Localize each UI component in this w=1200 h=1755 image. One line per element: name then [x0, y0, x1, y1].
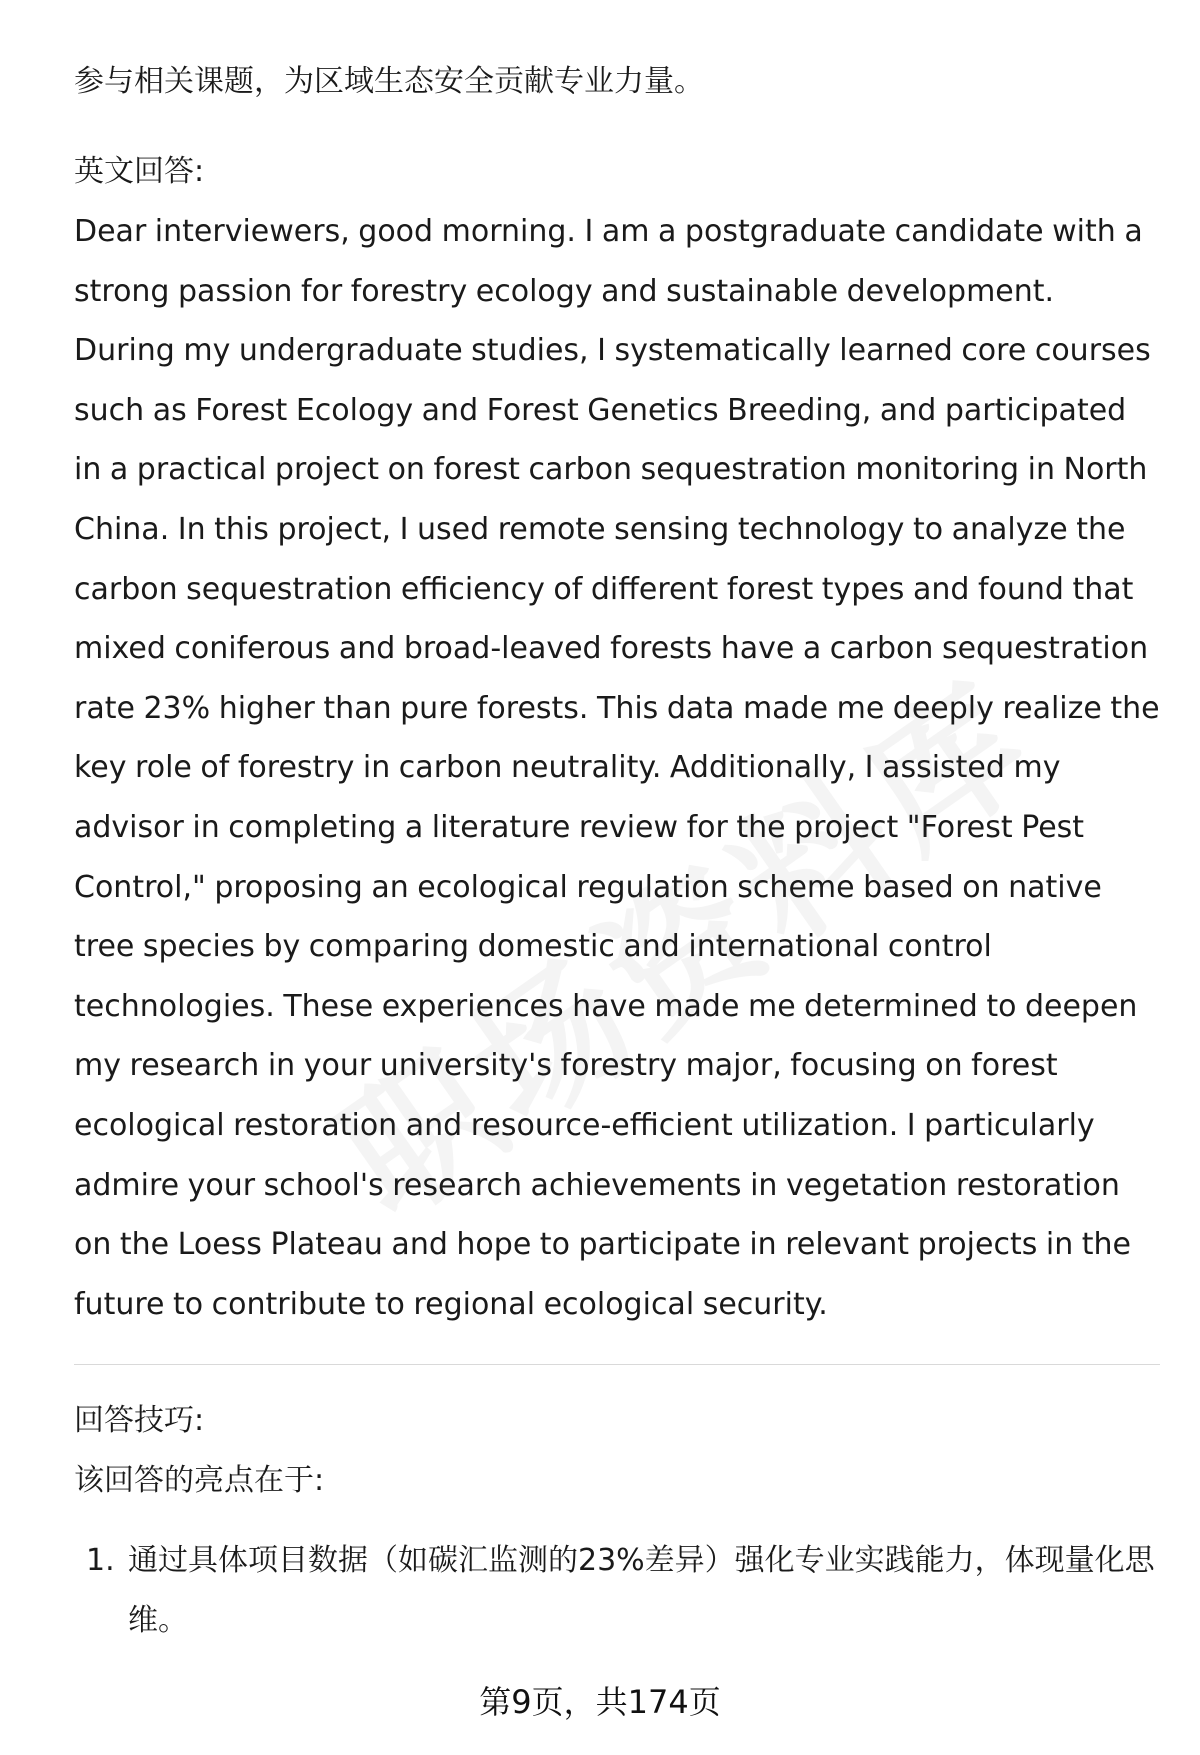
tips-intro: 该回答的亮点在于: — [74, 1463, 325, 1499]
continuation-paragraph: 参与相关课题，为区域生态安全贡献专业力量。 — [74, 64, 704, 99]
tips-label: 回答技巧: — [74, 1403, 205, 1439]
document-content — [74, 52, 1160, 1651]
english-answer-label: 英文回答: — [74, 154, 205, 189]
english-answer-paragraph: Dear interviewers, good morning. I am a postgraduate candidate with a strong passion for forestry ecology and sustainable development. During my undergraduate studies, I systematically learned core courses such as Forest Ecology and Forest Genetics Breeding, and participated in a practical project on forest carbon sequestration monitoring in North China. In this project, I used remote sensing technology to analyze the carbon sequestration efficiency of different forest types and found that mixed coniferous and broad-leaved forests have a carbon sequestration rate 23% higher than pure forests. This data made me deeply realize the key role of forestry in carbon neutrality. Additionally, I assisted my advisor in completing a literature review for the project "Forest Pest Control," proposing an ecological regulation scheme based on native tree species by comparing domestic and international control technologies. These experiences have made me determined to deepen my research in your university's forestry major, focusing on forest ecological restoration and resource-efficient utilization. I particularly admire your school's research achievements in vegetation restoration on the Loess Plateau and hope to participate in relevant projects in the future to contribute to regional ecological security. — [74, 214, 1160, 1322]
list-item-number: 1. — [86, 1543, 115, 1579]
list-item — [74, 1531, 1160, 1651]
section-divider — [74, 1364, 1160, 1365]
tips-list — [74, 1531, 1160, 1651]
list-item-text: 通过具体项目数据（如碳汇监测的23%差异）强化专业实践能力，体现量化思维。 — [128, 1543, 1155, 1639]
page-footer: 第9页，共174页 — [479, 1683, 721, 1721]
